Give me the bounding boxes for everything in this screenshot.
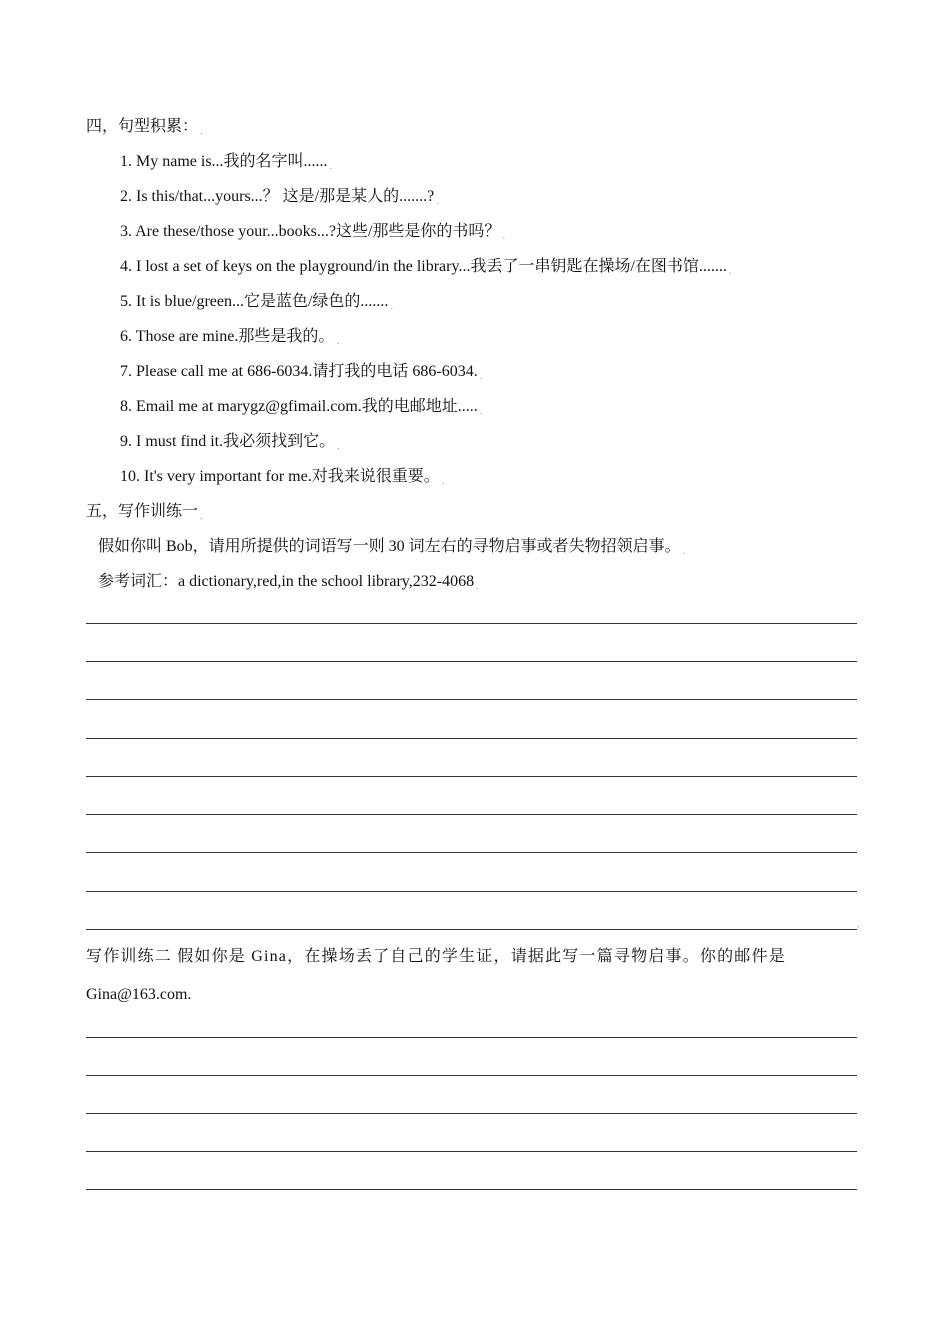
section-5-heading bbox=[86, 502, 203, 523]
sentence-text: 6. Those are mine.那些是我的。 bbox=[120, 328, 335, 345]
paragraph-mark: . bbox=[728, 265, 732, 277]
paragraph-mark: . bbox=[502, 230, 506, 242]
answer-line[interactable] bbox=[86, 699, 857, 700]
paragraph-mark: . bbox=[479, 370, 483, 382]
paragraph-mark: . bbox=[479, 405, 483, 417]
paragraph-mark: . bbox=[390, 300, 394, 312]
paragraph-mark: . bbox=[857, 918, 860, 930]
sentence-text: 1. My name is...我的名字叫...... bbox=[120, 153, 328, 170]
sentence-item-1 bbox=[120, 152, 332, 173]
paragraph-mark: . bbox=[682, 545, 686, 557]
answer-line[interactable] bbox=[86, 1037, 857, 1038]
section-5-title: 五，写作训练一 bbox=[86, 503, 199, 520]
paragraph-mark: . bbox=[329, 160, 333, 172]
answer-line[interactable] bbox=[86, 1151, 857, 1152]
paragraph-mark: . bbox=[476, 580, 479, 592]
sentence-text: 9. I must find it.我必须找到它。 bbox=[120, 433, 336, 450]
sentence-item-6 bbox=[120, 327, 339, 348]
sentence-item-4 bbox=[120, 257, 732, 278]
writing-task-2-email: Gina@163.com. bbox=[86, 986, 192, 1003]
vocab-text: 参考词汇：a dictionary,red,in the school library,232-4068 bbox=[98, 573, 475, 590]
paragraph-mark: . bbox=[336, 335, 340, 347]
sentence-text: 3. Are these/those your...books...?这些/那些是你的书吗？ bbox=[120, 223, 501, 240]
sentence-item-10 bbox=[120, 467, 444, 488]
sentence-text: 2. Is this/that...yours...？ 这是/那是某人的.......? bbox=[120, 188, 435, 205]
answer-line[interactable] bbox=[86, 814, 857, 815]
writing-task-2-prompt: 写作训练二 假如你是 Gina，在操场丢了自己的学生证，请据此写一篇寻物启事。你的邮件是 bbox=[86, 948, 786, 965]
sentence-item-3 bbox=[120, 222, 505, 243]
paragraph-mark: . bbox=[436, 195, 439, 207]
section-4-heading bbox=[86, 117, 203, 138]
sentence-text: 7. Please call me at 686-6034.请打我的电话 686-6034. bbox=[120, 363, 478, 380]
answer-line[interactable] bbox=[86, 623, 857, 624]
reference-vocabulary bbox=[98, 572, 479, 593]
sentence-text: 8. Email me at marygz@gfimail.com.我的电邮地址..... bbox=[120, 398, 478, 415]
paragraph-mark: . bbox=[200, 125, 203, 137]
sentence-text: 10. It's very important for me.对我来说很重要。 bbox=[120, 468, 440, 485]
sentence-item-9 bbox=[120, 432, 340, 453]
sentence-item-8 bbox=[120, 397, 483, 418]
prompt-text: 假如你叫 Bob，请用所提供的词语写一则 30 词左右的寻物启事或者失物招领启事。 bbox=[98, 538, 681, 555]
section-4-title: 四，句型积累： bbox=[86, 118, 199, 135]
paragraph-mark: . bbox=[441, 475, 445, 487]
answer-line[interactable] bbox=[86, 929, 857, 930]
paragraph-mark: . bbox=[200, 510, 203, 522]
answer-line[interactable] bbox=[86, 891, 857, 892]
writing-prompt-1 bbox=[98, 537, 685, 558]
answer-line[interactable] bbox=[86, 1075, 857, 1076]
answer-line[interactable] bbox=[86, 776, 857, 777]
answer-line[interactable] bbox=[86, 1189, 857, 1190]
sentence-item-2 bbox=[120, 187, 439, 208]
sentence-item-5 bbox=[120, 292, 393, 313]
sentence-text: 4. I lost a set of keys on the playground/in the library...我丢了一串钥匙在操场/在图书馆....... bbox=[120, 258, 727, 275]
answer-line[interactable] bbox=[86, 661, 857, 662]
paragraph-mark: . bbox=[337, 440, 340, 452]
sentence-text: 5. It is blue/green...它是蓝色/绿色的....... bbox=[120, 293, 389, 310]
answer-line[interactable] bbox=[86, 1113, 857, 1114]
sentence-item-7 bbox=[120, 362, 482, 383]
answer-line[interactable] bbox=[86, 738, 857, 739]
answer-line[interactable] bbox=[86, 852, 857, 853]
